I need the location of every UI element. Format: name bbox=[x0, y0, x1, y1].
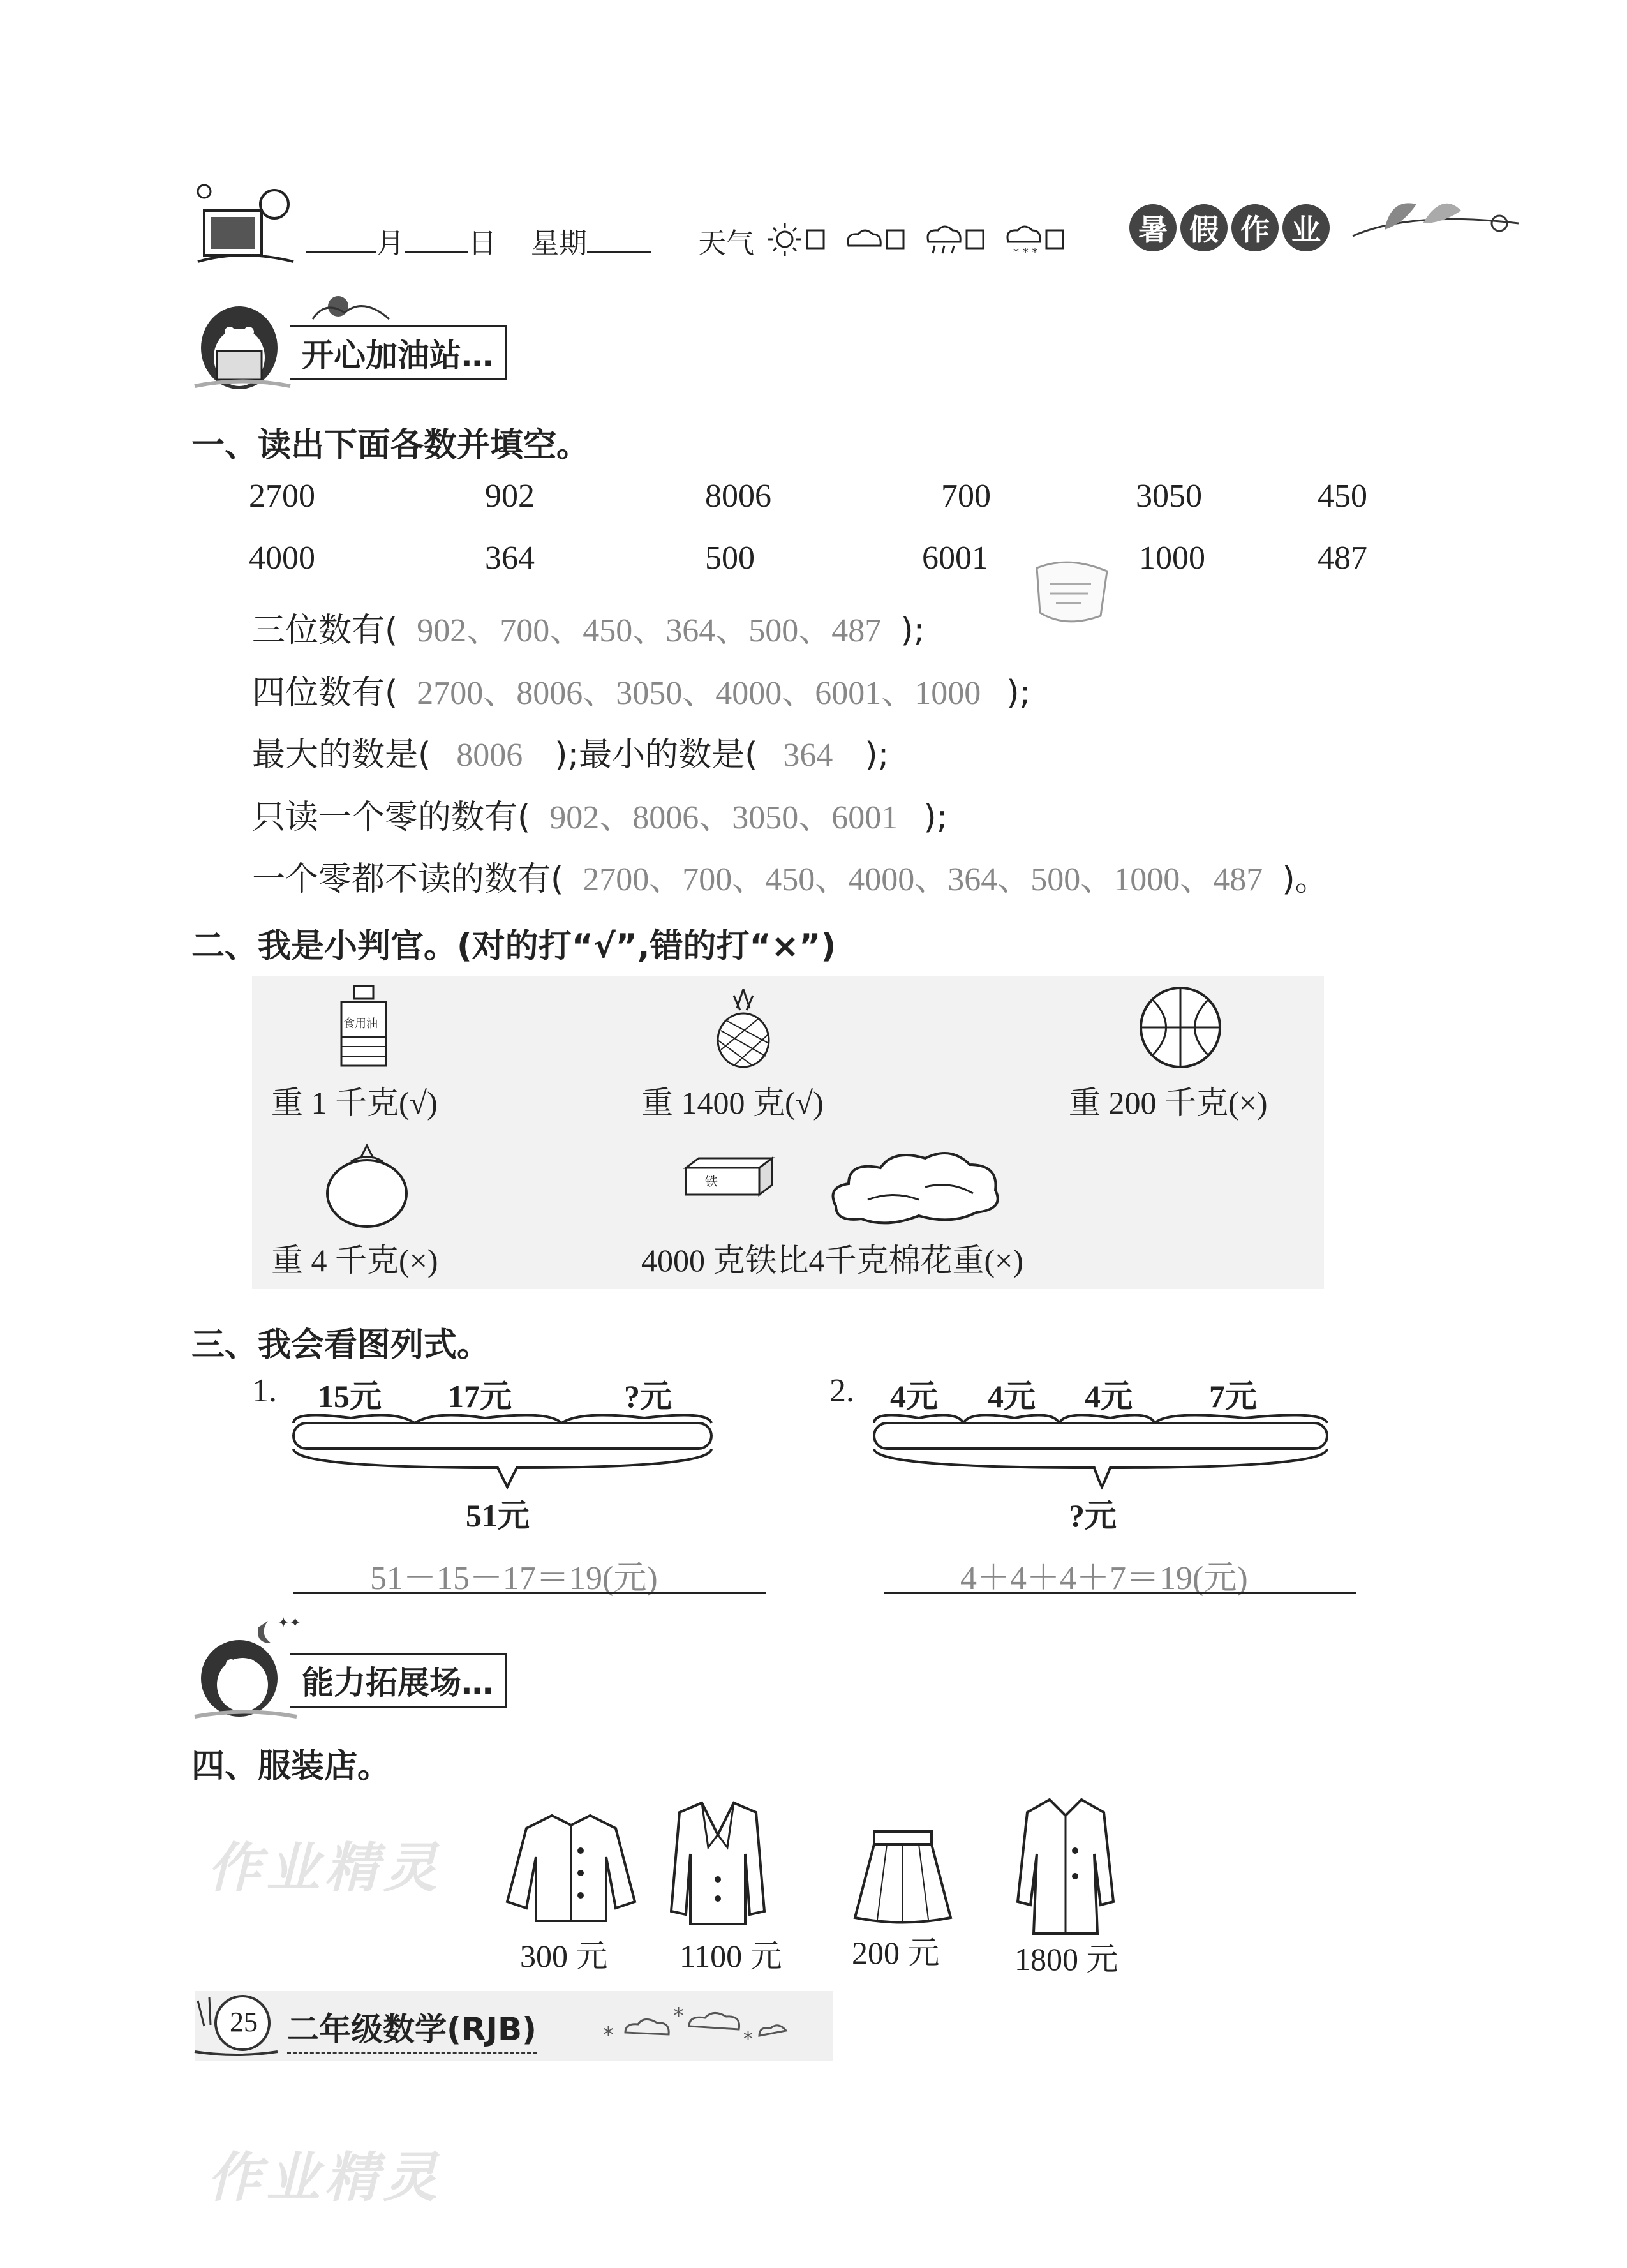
month-blank[interactable] bbox=[306, 225, 376, 253]
p2-answer-line bbox=[884, 1592, 1356, 1594]
p1-line-diagram bbox=[287, 1404, 721, 1496]
rain-icon bbox=[928, 227, 960, 253]
p2-seg-label: 7元 bbox=[1209, 1378, 1257, 1414]
q1-four-digit-line bbox=[252, 666, 1030, 713]
header-illustration bbox=[191, 179, 300, 268]
tomato-icon bbox=[322, 1142, 412, 1234]
q1-row2 bbox=[249, 539, 1397, 584]
line-prefix: 只读一个零的数有( bbox=[252, 798, 531, 837]
cotton-icon bbox=[823, 1136, 1008, 1234]
month-label: 月 bbox=[376, 227, 405, 260]
sunny-checkbox[interactable] bbox=[807, 230, 824, 248]
line-prefix: 一个零都不读的数有( bbox=[252, 860, 564, 899]
iron-block-icon bbox=[683, 1155, 778, 1202]
line-prefix: 三位数有( bbox=[252, 611, 398, 650]
q2-title: 二、我是小判官。(对的打“√”,错的打“×”) bbox=[191, 927, 836, 966]
number-item: 6001 bbox=[922, 540, 988, 576]
iron-label: 铁 bbox=[705, 1174, 718, 1189]
q4-title: 四、服装店。 bbox=[191, 1747, 391, 1786]
date-line bbox=[306, 220, 754, 261]
snow-icon bbox=[1007, 227, 1040, 258]
p1-index: 1. bbox=[252, 1373, 277, 1409]
day-label: 日 bbox=[468, 227, 496, 260]
suit-icon bbox=[670, 1796, 766, 1933]
number-item: 4000 bbox=[249, 540, 315, 576]
jacket-icon bbox=[504, 1806, 638, 1930]
p1-total-label: 51元 bbox=[466, 1498, 530, 1533]
svg-text:* * *: * * * bbox=[1013, 246, 1038, 258]
coat-icon bbox=[1014, 1793, 1117, 1943]
answer-min[interactable]: 364 bbox=[783, 737, 833, 773]
p2-equation[interactable]: 4＋4＋4＋7＝19(元) bbox=[960, 1560, 1248, 1597]
q1-no-zero-line bbox=[252, 852, 1328, 900]
p2-seg-label: 4元 bbox=[988, 1378, 1036, 1414]
snow-checkbox[interactable] bbox=[1046, 230, 1063, 248]
line-suffix: ); bbox=[900, 611, 925, 650]
watermark-bottom: 作业精灵 bbox=[207, 2145, 443, 2209]
line-suffix: ); bbox=[923, 798, 948, 837]
answer-no-zero[interactable]: 2700、700、450、4000、364、500、1000、487 bbox=[583, 862, 1263, 898]
number-item: 902 bbox=[485, 478, 535, 514]
line-suffix: )。 bbox=[1282, 860, 1328, 899]
sun-cloud-icon bbox=[300, 281, 402, 328]
number-item: 500 bbox=[705, 540, 755, 576]
number-item: 364 bbox=[485, 540, 535, 576]
basketball-icon bbox=[1136, 983, 1225, 1075]
day-blank[interactable] bbox=[405, 225, 468, 253]
p1-answer-line bbox=[293, 1592, 766, 1594]
weather-options bbox=[766, 220, 1097, 258]
footer-decoration-icon bbox=[600, 1997, 791, 2057]
svg-text:*: * bbox=[673, 2003, 684, 2029]
price-coat: 1800 元 bbox=[1014, 1941, 1118, 1977]
page-number: 25 bbox=[230, 2006, 258, 2038]
number-item: 700 bbox=[941, 478, 991, 514]
line-prefix: 最大的数是( bbox=[252, 736, 431, 774]
oil-label: 食用油 bbox=[343, 1017, 378, 1031]
p1-seg-label: ?元 bbox=[624, 1378, 672, 1414]
badge-char: 暑 bbox=[1129, 204, 1177, 251]
q3-title: 三、我会看图列式。 bbox=[191, 1326, 491, 1364]
number-item: 450 bbox=[1318, 478, 1367, 514]
judge-pineapple: 重 1400 克(√) bbox=[641, 1085, 824, 1121]
answer-four-digit[interactable]: 2700、8006、3050、4000、6001、1000 bbox=[417, 675, 981, 712]
sunny-icon bbox=[768, 223, 801, 256]
p2-line-diagram bbox=[868, 1404, 1340, 1496]
p2-seg-label: 4元 bbox=[890, 1378, 938, 1414]
pineapple-icon bbox=[708, 986, 778, 1071]
week-blank[interactable] bbox=[587, 225, 651, 253]
price-suit: 1100 元 bbox=[680, 1938, 782, 1974]
p1-equation[interactable]: 51－15－17＝19(元) bbox=[370, 1560, 658, 1597]
p2-index: 2. bbox=[829, 1373, 854, 1409]
badge-char: 业 bbox=[1282, 204, 1330, 251]
p2-seg-label: 4元 bbox=[1085, 1378, 1133, 1414]
p1-seg-label: 17元 bbox=[448, 1378, 512, 1414]
judge-basketball: 重 200 千克(×) bbox=[1069, 1085, 1268, 1121]
section-banner-ability-field: 能力拓展场… bbox=[290, 1653, 507, 1708]
p1-seg-label: 15元 bbox=[318, 1378, 382, 1414]
stamp-icon bbox=[1030, 555, 1113, 634]
q1-row1 bbox=[249, 477, 1397, 522]
rain-checkbox[interactable] bbox=[967, 230, 983, 248]
badge-char: 假 bbox=[1180, 204, 1228, 251]
badge-char: 作 bbox=[1231, 204, 1279, 251]
penguin-reading-icon bbox=[191, 287, 293, 398]
line-suffix: ); bbox=[1006, 674, 1031, 712]
number-item: 2700 bbox=[249, 478, 315, 514]
q1-three-digit-line bbox=[252, 603, 925, 651]
svg-text:✦✦: ✦✦ bbox=[278, 1615, 300, 1631]
skirt-icon bbox=[849, 1825, 957, 1930]
leaf-decoration-icon bbox=[1346, 185, 1525, 264]
number-item: 3050 bbox=[1136, 478, 1202, 514]
judge-iron-cotton: 4000 克铁比4千克棉花重(×) bbox=[641, 1242, 1023, 1278]
number-item: 487 bbox=[1318, 540, 1367, 576]
watermark-top: 作业精灵 bbox=[207, 1836, 443, 1899]
judge-tomato: 重 4 千克(×) bbox=[271, 1242, 438, 1278]
price-skirt: 200 元 bbox=[852, 1935, 940, 1971]
summer-homework-badge bbox=[1129, 204, 1330, 251]
number-item: 8006 bbox=[705, 478, 771, 514]
answer-one-zero[interactable]: 902、8006、3050、6001 bbox=[549, 800, 898, 836]
week-label: 星期 bbox=[531, 227, 587, 260]
answer-three-digit[interactable]: 902、700、450、364、500、487 bbox=[417, 613, 882, 649]
cloudy-icon bbox=[848, 230, 880, 246]
penguin-moon-icon bbox=[191, 1608, 300, 1726]
line-suffix: ); bbox=[865, 736, 889, 774]
answer-max[interactable]: 8006 bbox=[456, 737, 523, 773]
p2-total-label: ?元 bbox=[1069, 1498, 1117, 1533]
q1-title: 一、读出下面各数并填空。 bbox=[191, 426, 590, 465]
footer-title: 二年级数学(RJB) bbox=[287, 2004, 537, 2054]
section-banner-happy-station: 开心加油站… bbox=[290, 325, 507, 380]
cloudy-checkbox[interactable] bbox=[887, 230, 903, 248]
line-mid: );最小的数是( bbox=[554, 736, 758, 774]
weather-label: 天气 bbox=[698, 227, 754, 260]
number-item: 1000 bbox=[1139, 540, 1205, 576]
svg-text:*: * bbox=[743, 2028, 753, 2050]
price-jacket: 300 元 bbox=[520, 1938, 608, 1974]
judge-oil: 重 1 千克(√) bbox=[271, 1085, 438, 1121]
svg-text:*: * bbox=[603, 2022, 614, 2048]
q1-one-zero-line bbox=[252, 790, 947, 838]
line-prefix: 四位数有( bbox=[252, 674, 398, 712]
q1-max-min-line bbox=[252, 727, 889, 775]
